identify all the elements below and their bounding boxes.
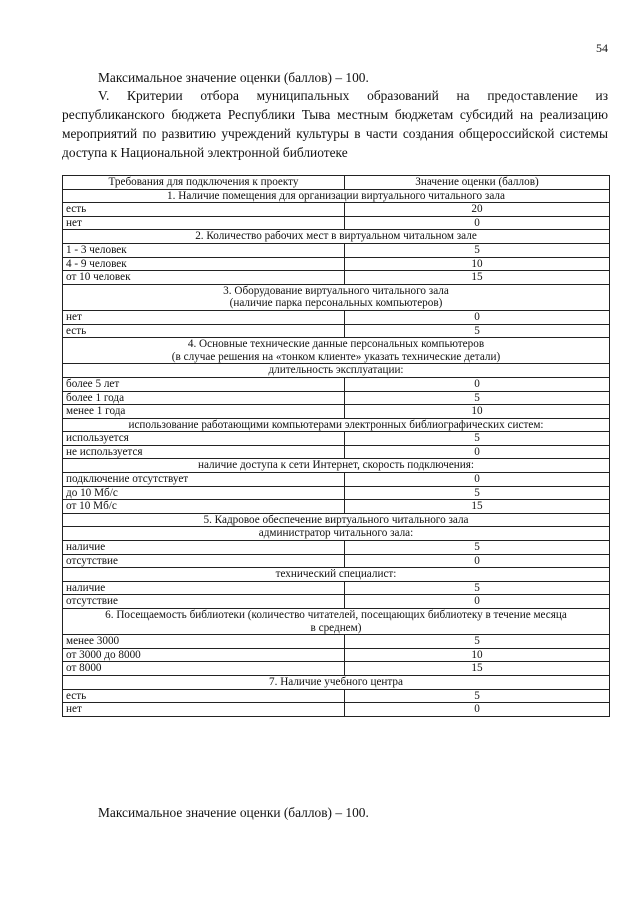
score-value: 5 [345,541,610,555]
table-row [63,432,610,446]
criteria-heading-paragraph: V. Критерии отбора муниципальных образований на предоставление из республиканского бюджета Республики Тыва местным бюджетам субсидий на реализацию мероприятий по развитию учреждений культуры в части создания общероссийской системы доступа к Национальной электронной библиотеке [62,88,608,160]
section-text: 7. Наличие учебного центра [269,675,403,688]
section-title [63,609,610,635]
criterion-label: 1 - 3 человек [63,243,345,257]
table-section-row [63,418,610,432]
section-title [63,675,610,689]
criterion-label: более 5 лет [63,377,345,391]
max-score-bottom: Максимальное значение оценки (баллов) – 100. [98,805,369,820]
criterion-label: от 10 человек [63,271,345,285]
section-text-continued: (наличие парка персональных компьютеров) [229,297,443,310]
section-text: использование работающими компьютерами электронных библиографических систем: [128,418,544,431]
section-title [63,230,610,244]
criterion-label: наличие [63,541,345,555]
section-title [63,284,610,310]
table-row [63,648,610,662]
table-row [63,324,610,338]
section-text: 1. Наличие помещения для организации виртуального читального зала [167,189,505,202]
table-row [63,689,610,703]
score-value: 5 [345,324,610,338]
section-title [63,418,610,432]
section-title [63,513,610,527]
criterion-label: отсутствие [63,595,345,609]
section-text-continued: (в случае решения на «тонком клиенте» указать технические детали) [171,350,501,363]
criterion-label: есть [63,324,345,338]
score-value: 0 [345,216,610,230]
table-section-row [63,609,610,635]
table-row [63,405,610,419]
score-value: 10 [345,648,610,662]
criterion-label: подключение отсутствует [63,473,345,487]
score-value: 15 [345,271,610,285]
score-value: 0 [345,595,610,609]
section-text: 3. Оборудование виртуального читального зала [223,284,449,297]
table-section-row [63,513,610,527]
criterion-label: нет [63,703,345,717]
table-section-row [63,459,610,473]
section-text-continued: в среднем) [310,621,362,634]
score-value: 5 [345,243,610,257]
criterion-label: менее 1 года [63,405,345,419]
score-value: 5 [345,635,610,649]
criterion-label: от 10 Мб/с [63,500,345,514]
score-value: 10 [345,257,610,271]
criterion-label: до 10 Мб/с [63,486,345,500]
criterion-label: более 1 года [63,391,345,405]
table-row [63,257,610,271]
section-text: длительность эксплуатации: [268,364,404,377]
score-value: 10 [345,405,610,419]
criterion-label: от 3000 до 8000 [63,648,345,662]
table-row [63,473,610,487]
header-requirements: Требования для подключения к проекту [63,176,345,190]
criterion-label: от 8000 [63,662,345,676]
score-value: 0 [345,703,610,717]
section-title [63,568,610,582]
criterion-label: не используется [63,445,345,459]
score-value: 15 [345,500,610,514]
section-title [63,364,610,378]
table-row [63,243,610,257]
table-section-row [63,284,610,310]
criteria-table [62,175,610,717]
criterion-label: используется [63,432,345,446]
table-row [63,554,610,568]
criterion-label: есть [63,203,345,217]
score-value: 5 [345,486,610,500]
max-score-top: Максимальное значение оценки (баллов) – 100. [98,70,369,85]
score-value: 5 [345,391,610,405]
score-value: 5 [345,689,610,703]
table-section-row [63,364,610,378]
score-value: 5 [345,432,610,446]
table-section-row [63,568,610,582]
section-text: наличие доступа к сети Интернет, скорость подключения: [197,459,475,472]
section-text: 2. Количество рабочих мест в виртуальном читальном зале [195,230,477,243]
criterion-label: есть [63,689,345,703]
score-value: 0 [345,310,610,324]
section-title [63,527,610,541]
criterion-label: 4 - 9 человек [63,257,345,271]
section-text: технический специалист: [275,568,397,581]
score-value: 0 [345,554,610,568]
criterion-label: менее 3000 [63,635,345,649]
section-text: администратор читального зала: [258,527,414,540]
table-section-row [63,675,610,689]
table-row [63,486,610,500]
table-row [63,216,610,230]
page-number: 54 [596,41,608,55]
table-row [63,377,610,391]
score-value: 15 [345,662,610,676]
score-value: 5 [345,581,610,595]
table-row [63,595,610,609]
table-row [63,310,610,324]
section-text: 6. Посещаемость библиотеки (количество читателей, посещающих библиотеку в течение месяца [105,609,567,621]
table-row [63,635,610,649]
criterion-label: нет [63,310,345,324]
table-section-row [63,189,610,203]
table-row [63,271,610,285]
table-section-row [63,230,610,244]
score-value: 0 [345,377,610,391]
table-row [63,541,610,555]
section-title [63,189,610,203]
section-text: 5. Кадровое обеспечение виртуального читального зала [203,513,469,526]
section-title [63,338,610,364]
table-header-row [63,176,610,190]
criterion-label: нет [63,216,345,230]
table-row [63,391,610,405]
score-value: 0 [345,445,610,459]
score-value: 20 [345,203,610,217]
table-row [63,203,610,217]
table-section-row [63,338,610,364]
section-text: 4. Основные технические данные персональных компьютеров [187,338,485,351]
criterion-label: наличие [63,581,345,595]
table-row [63,662,610,676]
table-row [63,581,610,595]
criterion-label: отсутствие [63,554,345,568]
table-section-row [63,527,610,541]
table-row [63,500,610,514]
header-score: Значение оценки (баллов) [345,176,610,190]
table-row [63,703,610,717]
section-title [63,459,610,473]
score-value: 0 [345,473,610,487]
table-row [63,445,610,459]
